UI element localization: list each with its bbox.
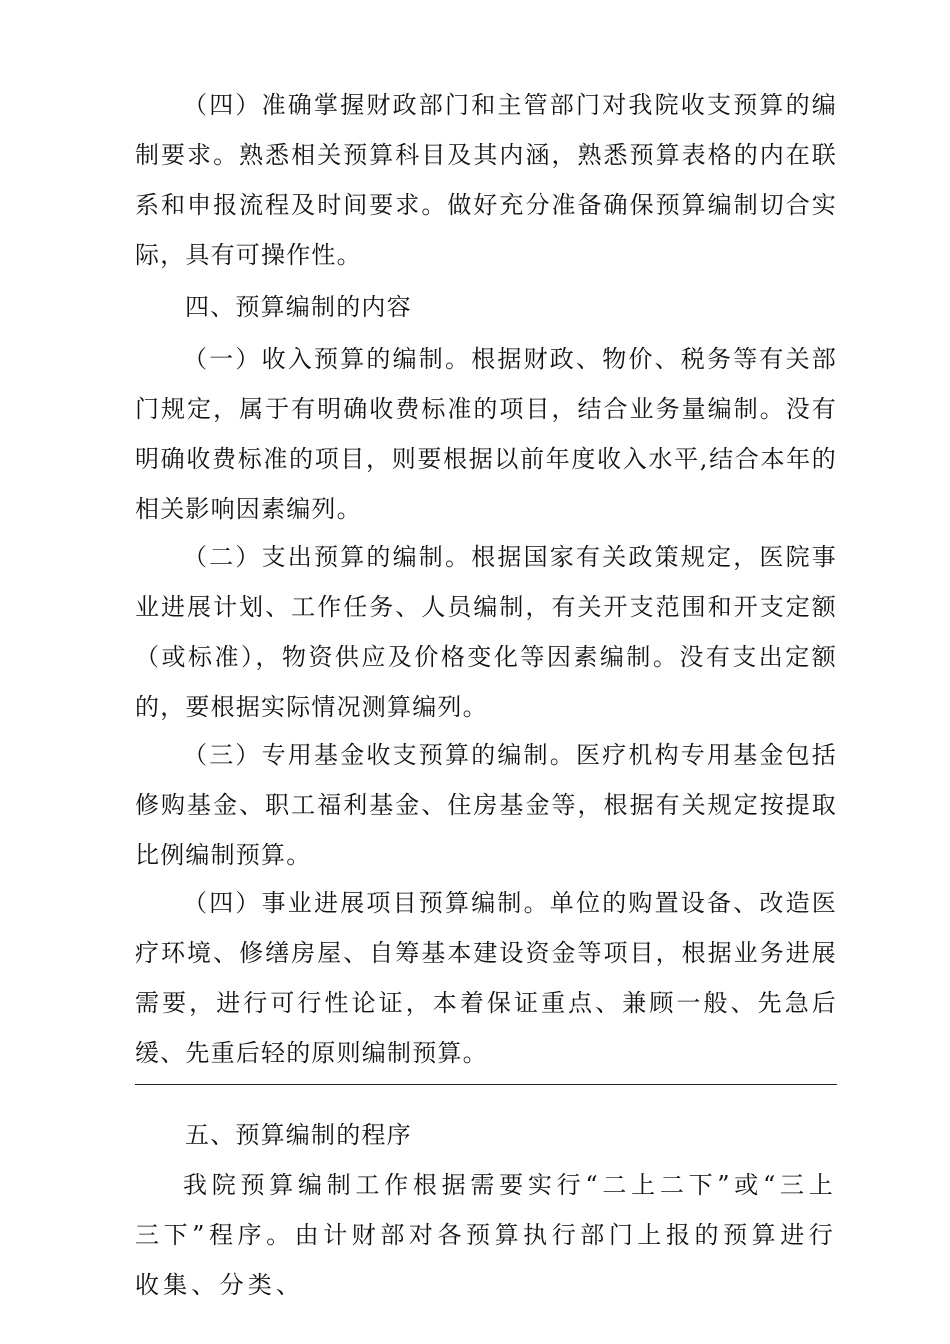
section-heading-4: 四、预算编制的内容 <box>185 293 412 321</box>
paragraph-budget-requirements: （四）准确掌握财政部门和主管部门对我院收支预算的编制要求。熟悉相关预算科目及其内涵，熟悉预算表格的内在联系和申报流程及时间要求。做好充分准备确保预算编制切合实际，具有可操作性。 <box>135 91 837 269</box>
paragraph-project-budget: （四）事业进展项目预算编制。单位的购置设备、改造医疗环境、修缮房屋、自筹基本建设资金等项目，根据业务进展需要，进行可行性论证，本着保证重点、兼顾一般、先急后缓、先重后轻的原则编制预算。 <box>135 889 837 1067</box>
paragraph-special-fund-budget: （三）专用基金收支预算的编制。医疗机构专用基金包括修购基金、职工福利基金、住房基金等，根据有关规定按提取比例编制预算。 <box>135 741 837 869</box>
paragraph-budget-procedure: 我院预算编制工作根据需要实行“二上二下”或“三上三下”程序。由计财部对各预算执行部门上报的预算进行收集、分类、 <box>135 1171 837 1299</box>
paragraph-income-budget: （一）收入预算的编制。根据财政、物价、税务等有关部门规定，属于有明确收费标准的项目，结合业务量编制。没有明确收费标准的项目，则要根据以前年度收入水平,结合本年的相关影响因素编列。 <box>135 345 837 523</box>
section-heading-5: 五、预算编制的程序 <box>185 1121 412 1149</box>
paragraph-expense-budget: （二）支出预算的编制。根据国家有关政策规定，医院事业进展计划、工作任务、人员编制，有关开支范围和开支定额（或标准），物资供应及价格变化等因素编制。没有支出定额的，要根据实际情况测算编列。 <box>135 543 837 721</box>
page-divider <box>135 1084 837 1085</box>
